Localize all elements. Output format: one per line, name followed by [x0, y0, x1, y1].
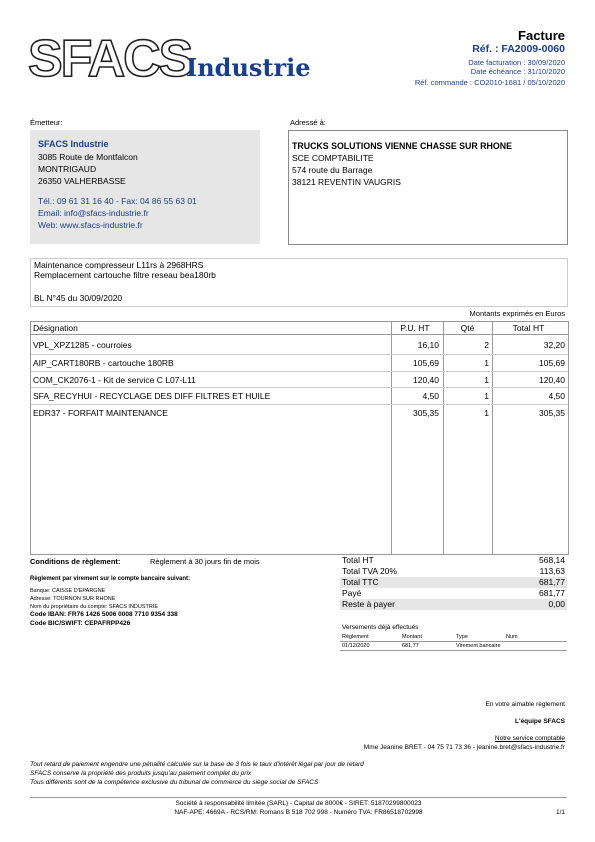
- bank-owner: Nom du propriétaire du compte: SFACS INDUSTRIE: [30, 604, 159, 610]
- total-ttc-value: 681,77: [539, 577, 565, 587]
- row-2-designation: AIP_CART180RB - cartouche 180RB: [33, 358, 174, 368]
- row-2-qte: 1: [484, 358, 489, 368]
- description-line-1: Maintenance compresseur L11rs à 2968HRS: [34, 260, 204, 270]
- row-1-designation: VPL_XPZ1285 - courroies: [33, 340, 132, 350]
- versement-type: Virement bancaire: [456, 643, 501, 649]
- row-divider: [31, 354, 568, 355]
- adresse-name: TRUCKS SOLUTIONS VIENNE CHASSE SUR RHONE: [292, 141, 512, 151]
- emetteur-address-3: 26350 VALHERBASSE: [38, 176, 126, 186]
- legal-line-2: SFACS conserve la propriété des produits jusqu'au paiement complet du prix: [30, 770, 252, 777]
- date-echeance: Date échéance : 31/10/2020: [470, 67, 565, 76]
- total-ht-row: [340, 555, 567, 566]
- adresse-label: Adressé à:: [290, 118, 326, 127]
- bank-iban: Code IBAN: FR76 1426 5006 0008 7710 9354 338: [30, 611, 178, 618]
- totals-box: [340, 555, 567, 610]
- versements-row: [340, 643, 567, 651]
- total-tva-value: 113,63: [539, 566, 565, 576]
- row-4-pu: 4,50: [422, 391, 439, 401]
- invoice-reference: Réf. : FA2009-0060: [472, 43, 565, 55]
- paye-row: [340, 588, 567, 599]
- closing-line-2: L'équipe SFACS: [515, 718, 565, 725]
- total-tva-label: Total TVA 20%: [342, 566, 397, 576]
- bank-bic: Code BIC/SWIFT: CEPAFRPP426: [30, 620, 131, 627]
- date-facturation: Date facturation : 30/09/2020: [468, 58, 565, 67]
- versements-title: Versements déjà effectués: [342, 624, 419, 631]
- adresse-line-1: SCE COMPTABILITE: [292, 153, 374, 163]
- emetteur-box: [30, 130, 260, 244]
- legal-line-1: Tout retard de paiement engendre une pénalité calculée sur la base de 3 fois le taux d'intérêt légal par jour de retard: [30, 761, 364, 768]
- description-line-2: Remplacement cartouche filtre reseau bea180rb: [34, 270, 216, 280]
- items-table: [30, 321, 569, 555]
- row-4-qte: 1: [484, 391, 489, 401]
- reste-value: 0,00: [548, 599, 565, 609]
- row-2-total: 105,69: [539, 358, 565, 368]
- paye-label: Payé: [342, 588, 362, 598]
- row-3-total: 120,40: [539, 375, 565, 385]
- ref-commande: Réf. commande : CO2010-1681 / 05/10/2020: [414, 78, 565, 87]
- closing-line-1: En votre aimable règlement: [485, 701, 565, 708]
- conditions-label: Conditions de règlement:: [30, 557, 121, 566]
- row-divider: [31, 371, 568, 372]
- row-divider: [31, 404, 568, 405]
- row-divider: [31, 387, 568, 388]
- th-pu: P.U. HT: [400, 323, 430, 333]
- row-3-designation: COM_CK2076-1 - Kit de service C L07-L11: [33, 375, 196, 385]
- reste-row: [340, 599, 567, 610]
- row-1-qte: 2: [484, 340, 489, 350]
- footer-line-1: Société à responsabilité limitée (SARL) - Capital de 8000€ - SIRET: 51870299800023: [175, 800, 422, 807]
- versement-date: 01/12/2020: [342, 643, 370, 649]
- bank-name: Banque: CAISSE D'EPARGNE: [30, 588, 106, 594]
- total-tva-row: [340, 566, 567, 577]
- conditions-value: Règlement à 30 jours fin de mois: [150, 557, 260, 566]
- emetteur-name: SFACS Industrie: [38, 139, 109, 149]
- versements-th-reglement: Règlement: [342, 634, 369, 640]
- versements-th-type: Type: [456, 634, 468, 640]
- row-4-designation: SFA_RECYHUI - RECYCLAGE DES DIFF FILTRES ET HUILE: [33, 391, 271, 401]
- company-logo: [28, 30, 318, 88]
- closing-line-3: Notre service comptable: [494, 735, 565, 742]
- paye-value: 681,77: [539, 588, 565, 598]
- row-5-qte: 1: [484, 408, 489, 418]
- adresse-box: [288, 130, 568, 245]
- versement-montant: 681,77: [402, 643, 419, 649]
- row-5-pu: 305,35: [413, 408, 439, 418]
- total-ttc-row: [340, 577, 567, 588]
- description-box: [30, 258, 568, 307]
- footer-divider: [30, 797, 567, 798]
- footer-line-2: NAF-APE: 4669A - RCS/RM: Romans B 518 702 998 - Numéro TVA: FR86518702998: [174, 809, 423, 816]
- reste-label: Reste à payer: [342, 599, 395, 609]
- bank-address: Adresse: TOURNON SUR RHONE: [30, 596, 116, 602]
- document-title: Facture: [518, 28, 565, 43]
- logo-sfacs-text: SFACS: [28, 30, 192, 88]
- row-2-pu: 105,69: [413, 358, 439, 368]
- emetteur-phone: Tél.: 09 61 31 16 40 - Fax: 04 86 55 63 01: [38, 196, 197, 206]
- row-1-total: 32,20: [543, 340, 565, 350]
- header-divider: [31, 334, 568, 335]
- row-3-pu: 120,40: [413, 375, 439, 385]
- page-number: 1/1: [555, 809, 565, 816]
- emetteur-web[interactable]: Web: www.sfacs-industrie.fr: [38, 220, 143, 230]
- closing-line-4: Mme Jeanine BRET - 04 75 71 73 36 - jeanine.bret@sfacs-industrie.fr: [363, 744, 565, 751]
- adresse-line-3: 38121 REVENTIN VAUGRIS: [292, 177, 401, 187]
- th-designation: Désignation: [33, 323, 78, 333]
- versements-th-montant: Montant: [402, 634, 422, 640]
- legal-line-3: Tous différents sont de la compétence exclusive du tribunal de commerce du siège social de SFACS: [30, 779, 319, 786]
- logo-industrie-text: Industrie: [186, 53, 311, 82]
- total-ttc-label: Total TTC: [342, 577, 379, 587]
- virement-title: Règlement par virement sur le compte bancaire suivant:: [30, 576, 191, 582]
- total-ht-label: Total HT: [342, 555, 374, 565]
- versements-header: [340, 634, 567, 642]
- total-ht-value: 568,14: [539, 555, 565, 565]
- versements-th-num: Num: [506, 634, 518, 640]
- th-total: Total HT: [512, 323, 545, 333]
- row-4-total: 4,50: [548, 391, 565, 401]
- row-1-pu: 16,10: [417, 340, 439, 350]
- th-qte: Qté: [460, 323, 475, 333]
- currency-note: Montants exprimés en Euros: [469, 309, 565, 318]
- emetteur-label: Émetteur:: [30, 118, 63, 127]
- row-5-total: 305,35: [539, 408, 565, 418]
- description-bl: BL N°45 du 30/09/2020: [34, 293, 123, 303]
- emetteur-address-1: 3085 Route de Montfalcon: [38, 152, 138, 162]
- emetteur-address-2: MONTRIGAUD: [38, 164, 97, 174]
- emetteur-email[interactable]: Email: info@sfacs-industrie.fr: [38, 208, 149, 218]
- adresse-line-2: 574 route du Barrage: [292, 165, 373, 175]
- row-3-qte: 1: [484, 375, 489, 385]
- row-5-designation: EDR37 - FORFAIT MAINTENANCE: [33, 408, 168, 418]
